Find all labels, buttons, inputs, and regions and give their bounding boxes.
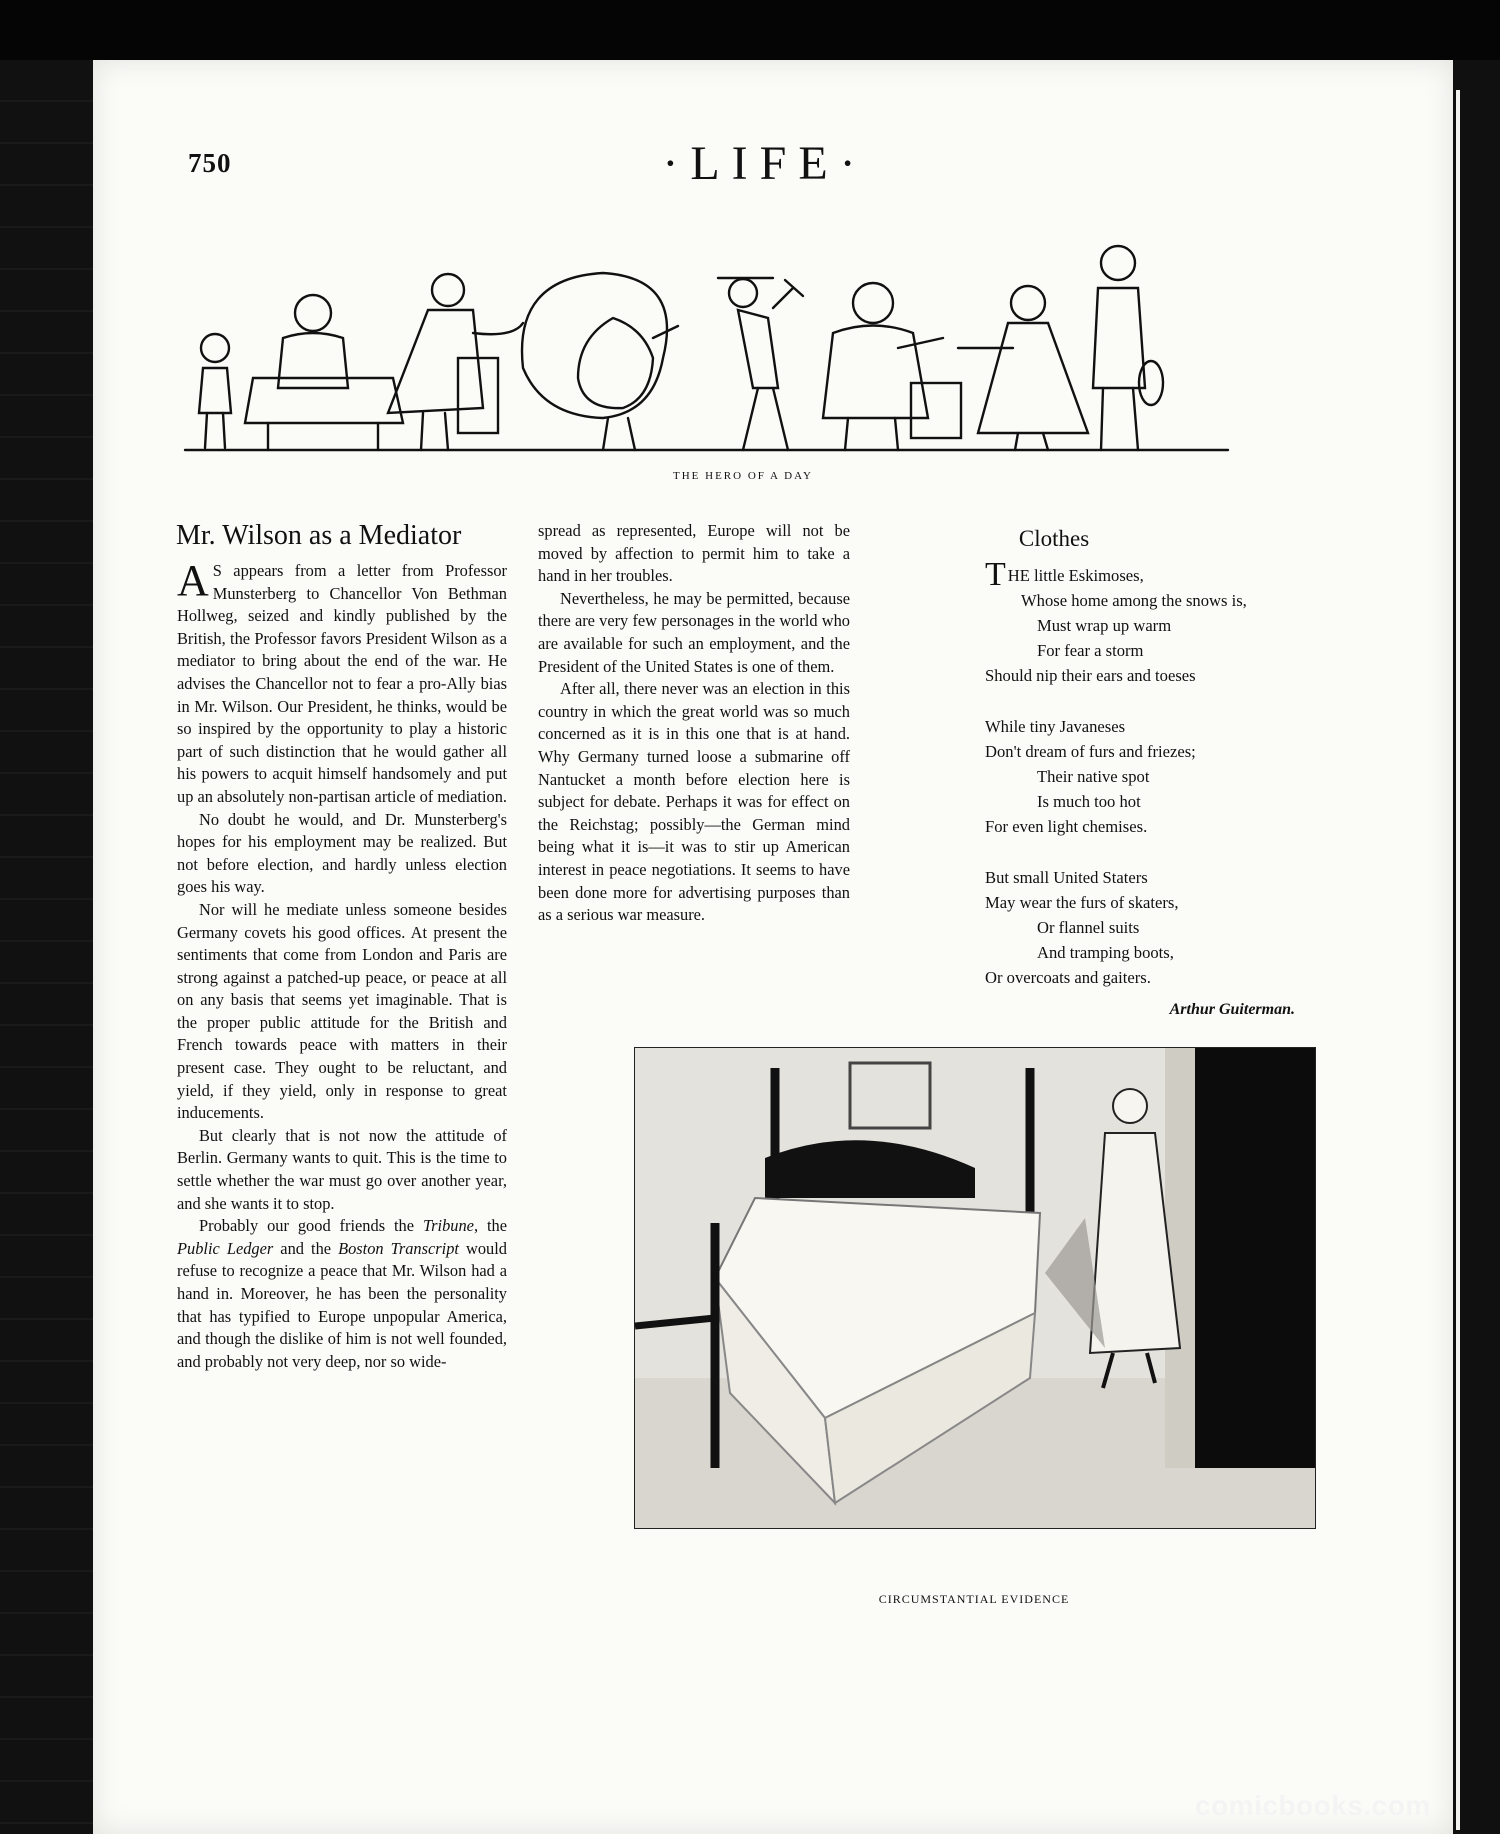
poem-line: THE little Eskimoses, — [985, 556, 1144, 593]
article-paragraph: After all, there never was an election in this country in which the great world was so much concerned as it is in this one that is at hand. Why Germany turned loose a submarine off Nantucket a month before election here is subject for debate. Perhaps it was for effect on the Reichstag; possibly—the German mind being what it is—it was to stir up American interest in peace negotiations. It seems to have been done more for advertising purposes than as a serious war measure. — [538, 679, 850, 925]
newspaper-name: Tribune — [422, 1216, 474, 1236]
cartoon-caption: THE HERO OF A DAY — [673, 470, 813, 482]
circumstantial-evidence-illustration — [634, 1047, 1316, 1529]
poem-line: For fear a storm — [1037, 641, 1144, 660]
page-number: 750 — [188, 148, 232, 178]
article-column-1 — [177, 556, 507, 1373]
article-paragraph: Probably our good friends the Tribune, the Public Ledger and the Boston Transcript would refuse to recognize a peace that Mr. Wilson had a hand in. Moreover, he has been the personality that has typified to Europe unpopular America, and though the dislike of him is not well founded, and probably not very deep, nor so wide- — [177, 1216, 507, 1371]
site-watermark: comicbooks.com — [1195, 1790, 1431, 1821]
scan-border-left — [0, 60, 93, 1834]
poem-line: Or overcoats and gaiters. — [985, 968, 1151, 987]
poem-line: Whose home among the snows is, — [1021, 591, 1247, 610]
article-paragraph: spread as represented, Europe will not be moved by affection to permit him to take a hand in her troubles. — [538, 521, 850, 586]
poem-line: Must wrap up warm — [1037, 616, 1172, 635]
poem-line: Don't dream of furs and friezes; — [985, 742, 1196, 761]
poem-line: While tiny Javaneses — [985, 717, 1126, 736]
poem-line: For even light chemises. — [985, 817, 1148, 836]
poem-line: Their native spot — [1037, 767, 1150, 786]
article-paragraph: A S appears from a letter from Professor Munsterberg to Chancellor Von Bethman Hollweg, seized and kindly published by the British, the Professor favors President Wilson as a mediator to bring about the end of the war. He advises the Chancellor not to fear a pro-Ally bias in Mr. Wilson. Our President, he thinks, would be so inspired by the opportunity to play a historic part of such distinction that he would gather all his powers to acquit himself handsomely and put up an absolutely non-partisan article of mediation. — [177, 556, 507, 806]
poem-line: Should nip their ears and toeses — [985, 666, 1196, 685]
scan-border-right — [1453, 60, 1500, 1834]
drop-cap: A — [177, 556, 209, 605]
article-column-2 — [538, 520, 850, 927]
poem-line: May wear the furs of skaters, — [985, 893, 1179, 912]
newspaper-name: Boston Transcript — [338, 1238, 459, 1258]
poem-title: Clothes — [1018, 526, 1090, 551]
article-paragraph: Nor will he mediate unless someone besides Germany covets his good offices. At present the sentiments that come from London and Paris are strong against a patched-up peace, or peace at all on any basis that seems yet imaginable. That is the proper public attitude for the British and French towards peace with matters in their present case. They ought to be reluctant, and yield, if they yield, only in response to great inducements. — [177, 899, 507, 1123]
poem-line: And tramping boots, — [1037, 943, 1174, 962]
article-paragraph: But clearly that is not now the attitude of Berlin. Germany wants to quit. This is the time to settle whether the war must go over another year, and she wants it to stop. — [177, 1125, 507, 1213]
hero-of-a-day-cartoon — [183, 218, 1303, 458]
article-paragraph: Nevertheless, he may be permitted, because there are very few personages in the world who are available for such an employment, and the President of the United States is one of them. — [538, 588, 850, 676]
bedroom-drawing — [635, 1048, 1315, 1528]
poem-author: Arthur Guiterman. — [1169, 1001, 1295, 1018]
article-title: Mr. Wilson as a Mediator — [176, 520, 462, 551]
drop-cap: T — [985, 556, 1006, 593]
poem-body — [985, 556, 1325, 990]
masthead-title: ·LIFE· — [662, 137, 868, 190]
poem-line: Or flannel suits — [1037, 918, 1140, 937]
article-paragraph: No doubt he would, and Dr. Munsterberg's hopes for his employment may be realized. But not before election, and hardly unless election goes his way. — [177, 809, 507, 897]
poem-line: But small United Staters — [985, 868, 1148, 887]
next-page-edge — [1456, 90, 1460, 1830]
poem-line: Is much too hot — [1037, 792, 1141, 811]
scan-border-top — [0, 0, 1500, 60]
newspaper-name: Public Ledger — [177, 1238, 274, 1258]
illustration-caption: CIRCUMSTANTIAL EVIDENCE — [878, 1592, 1070, 1606]
